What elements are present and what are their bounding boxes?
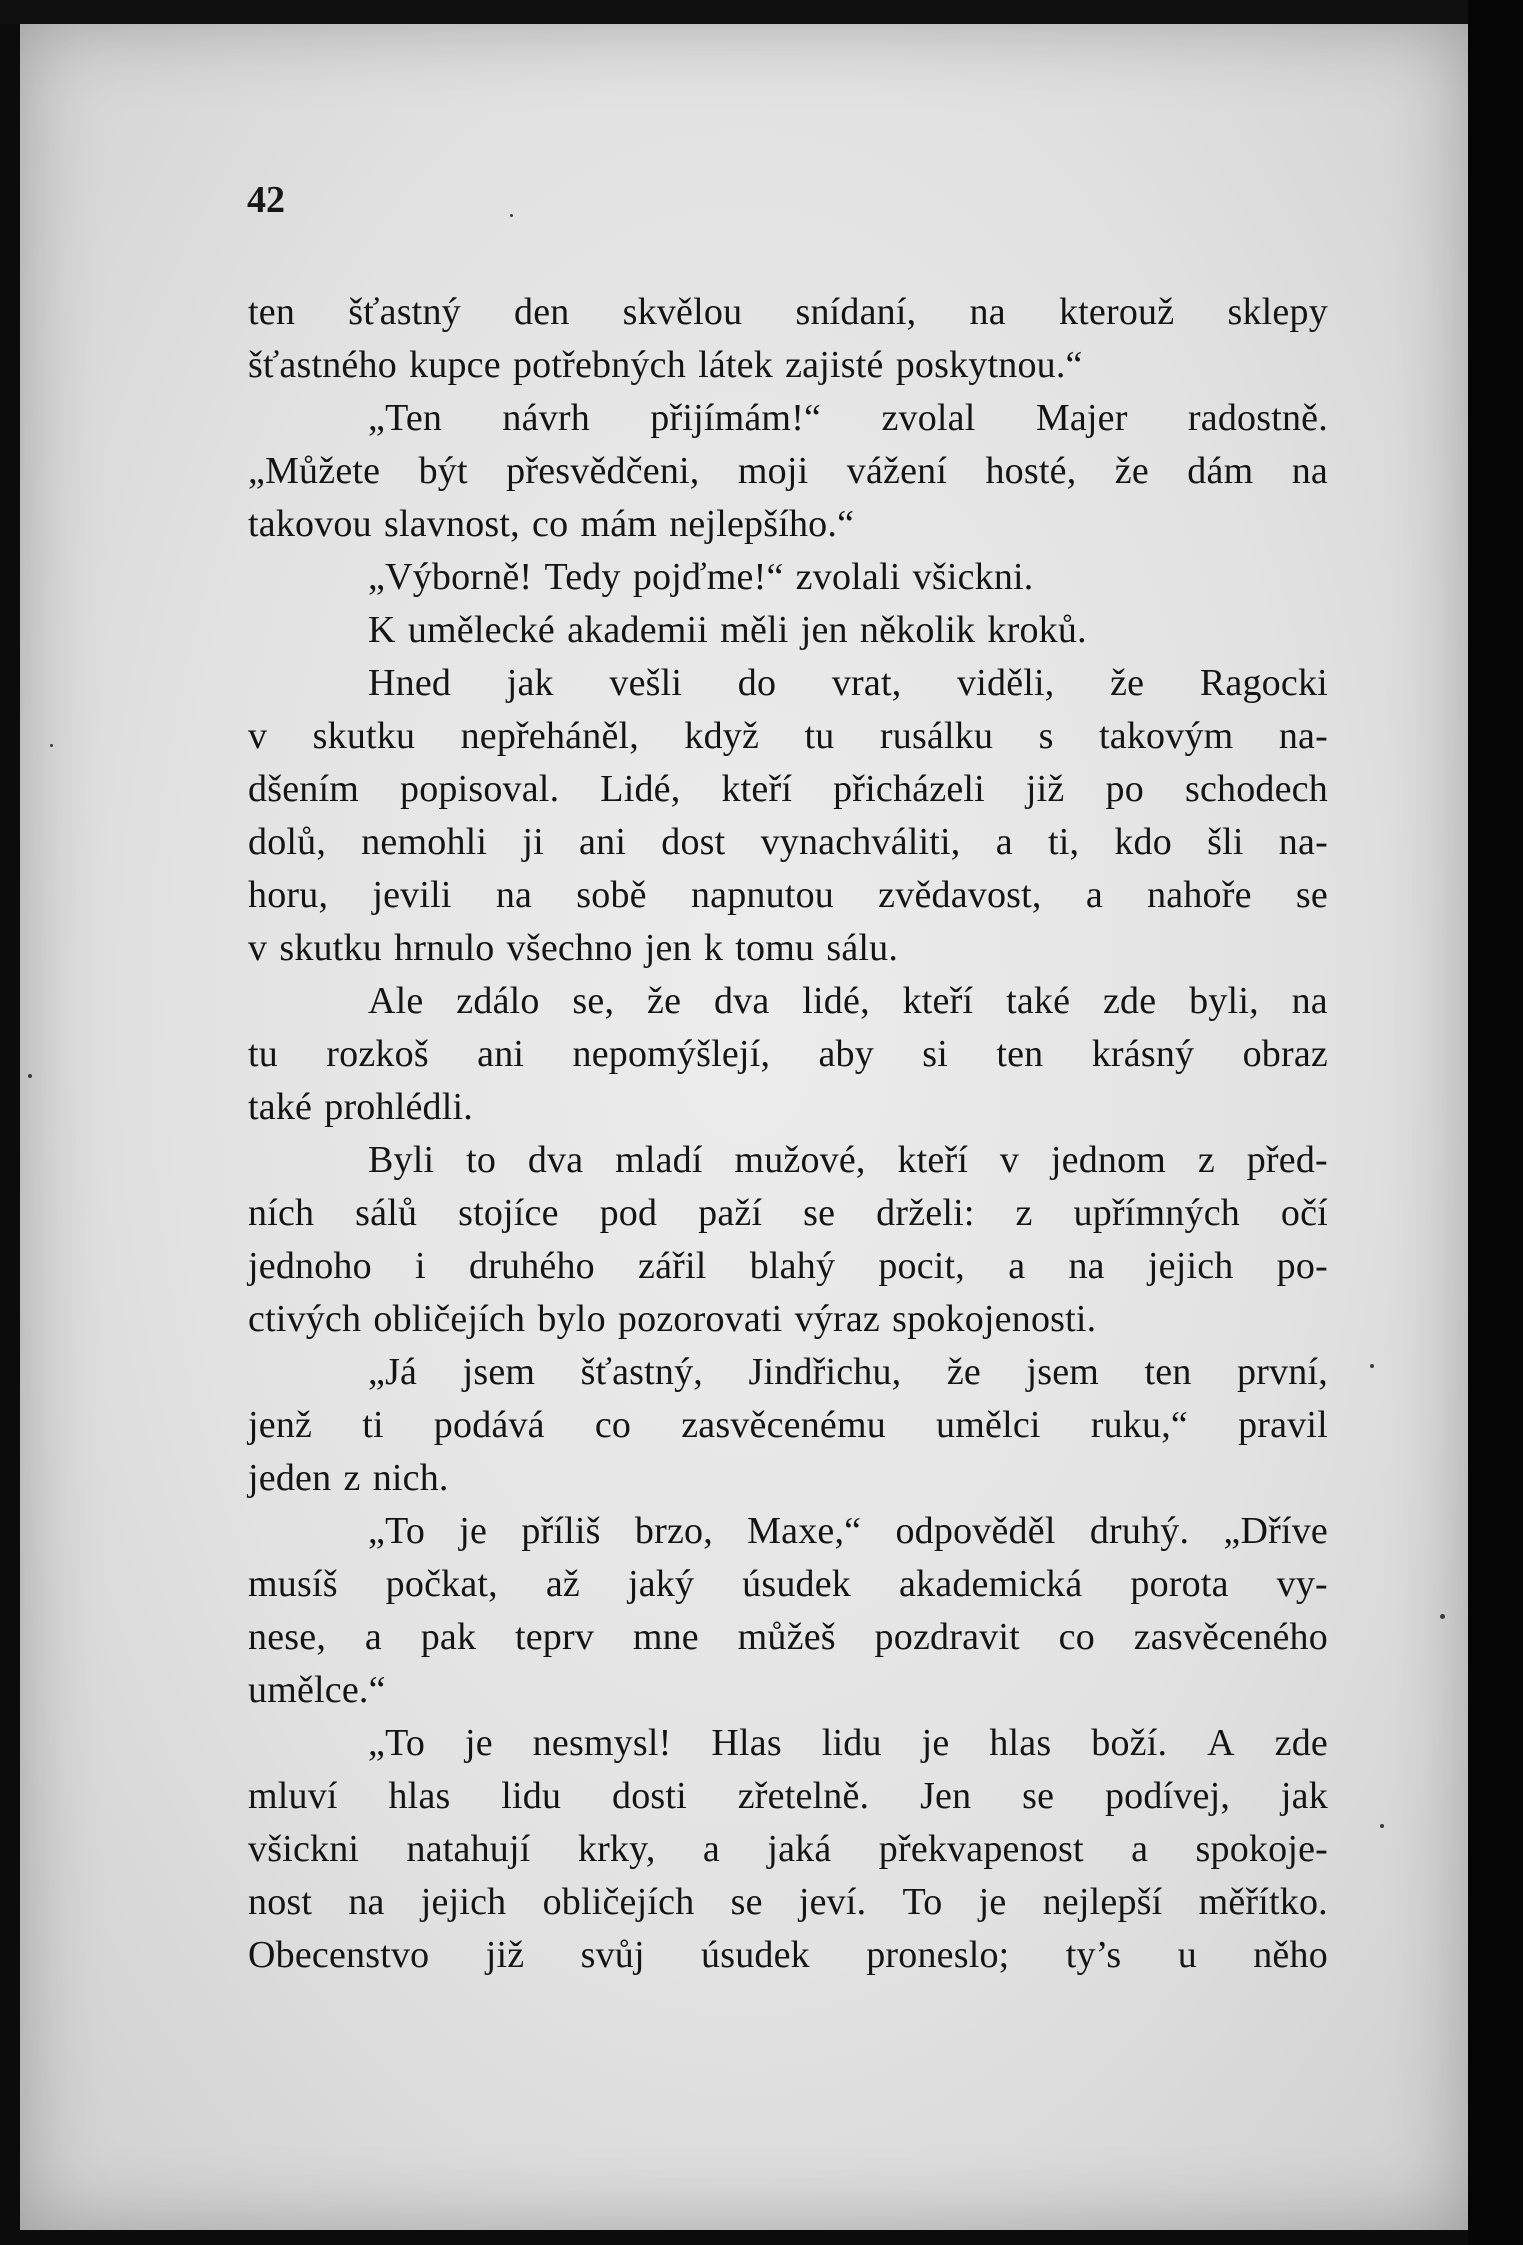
text-line — [248, 1823, 1328, 1876]
word: napnutou — [690, 874, 834, 916]
word: lidu — [501, 1775, 562, 1817]
word: nesmysl! — [532, 1722, 672, 1764]
word: návrh — [502, 397, 590, 439]
word: hrnulo — [394, 927, 495, 969]
word: že — [1110, 662, 1145, 704]
word: všickni. — [912, 556, 1034, 598]
word: To — [902, 1881, 943, 1923]
word: že — [946, 1351, 981, 1393]
word: Majer — [1035, 397, 1128, 439]
word: umělecké — [407, 609, 555, 651]
word: je — [921, 1722, 950, 1764]
word: v — [999, 1139, 1020, 1181]
word: porota — [1130, 1563, 1229, 1605]
word: jeví. — [798, 1881, 867, 1923]
text-line — [248, 392, 1328, 445]
text-line — [248, 710, 1328, 763]
word: podává — [433, 1404, 545, 1446]
word: proneslo; — [866, 1934, 1010, 1976]
word: lidu — [821, 1722, 882, 1764]
text-line — [248, 1770, 1328, 1823]
word: všickni — [248, 1828, 360, 1870]
word: co — [1058, 1616, 1095, 1658]
word: blahý — [749, 1245, 836, 1287]
word: vrat, — [831, 662, 902, 704]
word: ti — [362, 1404, 384, 1446]
word: popisoval. — [400, 768, 560, 810]
word: nepřeháněl, — [460, 715, 639, 757]
text-line — [248, 1187, 1328, 1240]
text-line — [248, 551, 1328, 604]
word: úsudek — [701, 1934, 810, 1976]
word: do — [737, 662, 777, 704]
word: druhý. — [1089, 1510, 1190, 1552]
word: dva — [713, 980, 770, 1022]
word: jen — [644, 927, 692, 969]
scan-speck — [1380, 1824, 1384, 1828]
word: poskytnou.“ — [895, 344, 1083, 386]
word: mladí — [615, 1139, 703, 1181]
word: mám — [580, 503, 658, 545]
word: teprv — [514, 1616, 595, 1658]
word: kteří — [897, 1139, 969, 1181]
word: i — [415, 1245, 426, 1287]
word: zasvěceného — [1133, 1616, 1328, 1658]
word: po — [1105, 768, 1144, 810]
word: nejlepší — [1042, 1881, 1163, 1923]
word: Tedy — [544, 556, 621, 598]
word: všechno — [506, 927, 633, 969]
word: horu, — [248, 874, 329, 916]
word: dolů, — [248, 821, 327, 863]
text-line — [248, 763, 1328, 816]
word: kdo — [1114, 821, 1172, 863]
word: první, — [1237, 1351, 1328, 1393]
word: úsudek — [742, 1563, 852, 1605]
word: z — [1015, 1192, 1033, 1234]
page-number: 42 — [247, 179, 285, 221]
word: je — [978, 1881, 1007, 1923]
word: se, — [572, 980, 615, 1022]
word: „Ten — [368, 397, 443, 439]
text-line — [248, 1929, 1328, 1982]
word: mluví — [248, 1775, 338, 1817]
word: vynachváliti, — [760, 821, 961, 863]
word: obličejích — [542, 1881, 695, 1923]
word: jejich — [1147, 1245, 1234, 1287]
word: přijímám!“ — [650, 397, 822, 439]
word: potřebných — [512, 344, 686, 386]
word: tu — [248, 1033, 278, 1075]
word: jednoho — [248, 1245, 372, 1287]
word: Hlas — [711, 1722, 782, 1764]
text-line — [248, 869, 1328, 922]
word: po- — [1276, 1245, 1328, 1287]
word: také — [248, 1086, 313, 1128]
word: také — [1006, 980, 1071, 1022]
word: pojďme!“ — [632, 556, 784, 598]
word: nost — [248, 1881, 313, 1923]
word: A — [1207, 1722, 1235, 1764]
word: ních — [248, 1192, 315, 1234]
word: obraz — [1242, 1033, 1328, 1075]
text-line — [248, 922, 1328, 975]
word: akademii — [567, 609, 709, 651]
text-line — [248, 1876, 1328, 1929]
word: šťastného — [248, 344, 397, 386]
text-line — [248, 1717, 1328, 1770]
word: nepomýšlejí, — [572, 1033, 771, 1075]
word: lidé, — [802, 980, 870, 1022]
word: nejlepšího.“ — [669, 503, 855, 545]
word: šli — [1207, 821, 1244, 863]
word: „To — [368, 1722, 426, 1764]
text-line — [248, 1558, 1328, 1611]
word: zde — [1102, 980, 1157, 1022]
word: dosti — [612, 1775, 687, 1817]
word: jednom — [1050, 1139, 1167, 1181]
word: den — [514, 291, 570, 333]
word: zvolal — [881, 397, 976, 439]
text-line — [248, 1399, 1328, 1452]
text-line — [248, 657, 1328, 710]
word: na — [969, 291, 1006, 333]
word: Jen — [920, 1775, 972, 1817]
word: se — [1295, 874, 1328, 916]
scan-speck — [1370, 1364, 1374, 1368]
word: můžeš — [737, 1616, 836, 1658]
word: takovou — [248, 503, 372, 545]
word: co — [532, 503, 569, 545]
text-line — [248, 1346, 1328, 1399]
word: k — [703, 927, 724, 969]
word: moji — [737, 450, 809, 492]
word: přicházeli — [833, 768, 985, 810]
word: již — [1025, 768, 1065, 810]
word: bylo — [537, 1298, 606, 1340]
word: K — [368, 609, 396, 651]
word: ti, — [1047, 821, 1080, 863]
word: výraz — [794, 1298, 880, 1340]
word: „Já — [368, 1351, 418, 1393]
word: již — [485, 1934, 525, 1976]
word: dšením — [248, 768, 359, 810]
word: dost — [661, 821, 726, 863]
word: upřímných — [1073, 1192, 1240, 1234]
word: počkat, — [385, 1563, 498, 1605]
word: a — [1008, 1245, 1026, 1287]
text-line — [248, 1664, 1328, 1717]
word: prohlédli. — [324, 1086, 473, 1128]
word: něho — [1253, 1934, 1328, 1976]
word: před- — [1246, 1139, 1328, 1181]
word: skvělou — [622, 291, 743, 333]
word: zajisté — [785, 344, 884, 386]
word: snídaní, — [795, 291, 917, 333]
word: takovým — [1099, 715, 1234, 757]
word: je — [464, 1722, 493, 1764]
word: jsem — [1026, 1351, 1100, 1393]
word: stojíce — [458, 1192, 559, 1234]
text-line — [248, 339, 1328, 392]
word: na — [1068, 1245, 1105, 1287]
word: obličejích — [373, 1298, 526, 1340]
scan-right-edge — [1468, 0, 1523, 2245]
word: hlas — [388, 1775, 451, 1817]
word: měřítko. — [1198, 1881, 1328, 1923]
word: když — [684, 715, 760, 757]
word: zdálo — [456, 980, 540, 1022]
word: Hned — [368, 662, 452, 704]
text-line — [248, 1081, 1328, 1134]
word: ten — [1144, 1351, 1192, 1393]
word: aby — [818, 1033, 874, 1075]
text-line — [248, 975, 1328, 1028]
word: ani — [579, 821, 627, 863]
text-line — [248, 604, 1328, 657]
word: v — [248, 927, 268, 969]
text-line — [248, 1611, 1328, 1664]
word: na — [348, 1881, 385, 1923]
word: hosté, — [985, 450, 1077, 492]
word: s — [1038, 715, 1054, 757]
word: přesvědčeni, — [506, 450, 700, 492]
word: ji — [522, 821, 544, 863]
word: mne — [632, 1616, 699, 1658]
word: ani — [477, 1033, 525, 1075]
word: jak — [506, 662, 554, 704]
word: pak — [420, 1616, 477, 1658]
word: jenž — [248, 1404, 313, 1446]
word: Byli — [368, 1139, 435, 1181]
word: drželi: — [876, 1192, 975, 1234]
word: z — [343, 1457, 361, 1499]
word: ctivých — [248, 1298, 362, 1340]
word: ruku,“ — [1090, 1404, 1188, 1446]
word: jevili — [372, 874, 452, 916]
word: sálu. — [826, 927, 899, 969]
text-line — [248, 1028, 1328, 1081]
word: na — [1291, 980, 1328, 1022]
body-text — [248, 286, 1328, 1982]
word: nese, — [248, 1616, 327, 1658]
word: nahoře — [1147, 874, 1252, 916]
word: jejich — [420, 1881, 507, 1923]
word: několik — [859, 609, 976, 651]
word: nemohli — [361, 821, 488, 863]
word: brzo, — [634, 1510, 713, 1552]
word: se — [803, 1192, 836, 1234]
word: se — [1022, 1775, 1055, 1817]
scan-speck — [510, 214, 513, 217]
word: až — [545, 1563, 580, 1605]
word: ten — [996, 1033, 1044, 1075]
word: vážení — [846, 450, 948, 492]
scan-top-edge — [0, 0, 1523, 24]
word: šťastný — [348, 291, 461, 333]
word: krásný — [1091, 1033, 1195, 1075]
word: že — [1114, 450, 1149, 492]
word: jaká — [767, 1828, 832, 1870]
word: Obecenstvo — [248, 1934, 430, 1976]
word: schodech — [1184, 768, 1328, 810]
word: sklepy — [1227, 291, 1328, 333]
word: slavnost, — [383, 503, 520, 545]
word: pocit, — [878, 1245, 966, 1287]
word: podívej, — [1104, 1775, 1231, 1817]
word: sobě — [576, 874, 647, 916]
word: pravil — [1238, 1404, 1328, 1446]
word: mužové, — [734, 1139, 866, 1181]
word: zvědavost, — [878, 874, 1042, 916]
word: očí — [1280, 1192, 1328, 1234]
word: paží — [698, 1192, 763, 1234]
word: a — [1085, 874, 1103, 916]
text-line — [248, 498, 1328, 551]
word: odpověděl — [895, 1510, 1056, 1552]
scan-speck — [28, 1074, 32, 1078]
word: pod — [599, 1192, 658, 1234]
word: skutku — [279, 927, 382, 969]
word: to — [466, 1139, 497, 1181]
text-line — [248, 445, 1328, 498]
word: kroků. — [987, 609, 1087, 651]
text-line — [248, 816, 1328, 869]
word: musíš — [248, 1563, 338, 1605]
text-line — [248, 286, 1328, 339]
word: a — [702, 1828, 720, 1870]
word: pozorovati — [617, 1298, 783, 1340]
word: viděli, — [957, 662, 1055, 704]
word: radostně. — [1187, 397, 1328, 439]
word: se — [730, 1881, 763, 1923]
word: pozdravit — [874, 1616, 1020, 1658]
word: umělci — [936, 1404, 1041, 1446]
word: „To — [368, 1510, 426, 1552]
word: ty’s — [1065, 1934, 1122, 1976]
word: vešli — [609, 662, 683, 704]
scan-speck — [50, 744, 53, 747]
word: „Můžete — [248, 450, 381, 492]
word: tu — [804, 715, 835, 757]
word: krky, — [577, 1828, 656, 1870]
word: svůj — [580, 1934, 645, 1976]
word: zářil — [638, 1245, 707, 1287]
word: rusálku — [879, 715, 994, 757]
word: je — [459, 1510, 488, 1552]
word: skutku — [312, 715, 416, 757]
word: měli — [720, 609, 789, 651]
word: „Výborně! — [368, 556, 533, 598]
word: zasvěcenému — [681, 1404, 886, 1446]
word: na- — [1278, 821, 1328, 863]
word: byli, — [1189, 980, 1259, 1022]
word: jsem — [462, 1351, 536, 1393]
word: a — [364, 1616, 382, 1658]
text-line — [248, 1293, 1328, 1346]
word: „Dříve — [1223, 1510, 1328, 1552]
word: že — [647, 980, 682, 1022]
word: látek — [698, 344, 773, 386]
word: spokojenosti. — [892, 1298, 1097, 1340]
word: u — [1177, 1934, 1197, 1976]
word: být — [418, 450, 468, 492]
word: sálů — [355, 1192, 418, 1234]
word: z — [1197, 1139, 1215, 1181]
text-line — [248, 1505, 1328, 1558]
word: akademická — [898, 1563, 1083, 1605]
word: Ale — [368, 980, 424, 1022]
word: Lidé, — [600, 768, 681, 810]
word: umělce.“ — [248, 1669, 386, 1711]
word: kteří — [721, 768, 793, 810]
word: jaký — [627, 1563, 695, 1605]
word: na — [495, 874, 533, 916]
text-line — [248, 1134, 1328, 1187]
word: spokoje- — [1195, 1828, 1328, 1870]
word: tomu — [735, 927, 815, 969]
text-line — [248, 1240, 1328, 1293]
word: druhého — [468, 1245, 595, 1287]
word: ten — [248, 291, 296, 333]
word: zvolali — [795, 556, 901, 598]
word: Ragocki — [1199, 662, 1328, 704]
word: jak — [1280, 1775, 1328, 1817]
scan-speck — [1440, 1614, 1445, 1619]
word: co — [594, 1404, 632, 1446]
word: v — [248, 715, 268, 757]
word: kteří — [902, 980, 974, 1022]
word: si — [922, 1033, 949, 1075]
word: boží. — [1091, 1722, 1168, 1764]
word: kterouž — [1058, 291, 1175, 333]
word: jen — [800, 609, 848, 651]
word: na- — [1278, 715, 1328, 757]
word: zřetelně. — [737, 1775, 870, 1817]
word: na — [1291, 450, 1328, 492]
word: rozkoš — [326, 1033, 429, 1075]
word: dva — [527, 1139, 584, 1181]
word: jeden — [248, 1457, 332, 1499]
word: Maxe,“ — [747, 1510, 862, 1552]
word: hlas — [989, 1722, 1052, 1764]
word: dám — [1187, 450, 1254, 492]
word: a — [995, 821, 1013, 863]
word: a — [1131, 1828, 1149, 1870]
text-line — [248, 1452, 1328, 1505]
word: nich. — [372, 1457, 449, 1499]
word: natahují — [406, 1828, 531, 1870]
word: příliš — [521, 1510, 601, 1552]
word: Jindřichu, — [748, 1351, 902, 1393]
word: kupce — [409, 344, 501, 386]
word: překvapenost — [878, 1828, 1084, 1870]
word: vy- — [1276, 1563, 1328, 1605]
word: šťastný, — [580, 1351, 703, 1393]
word: zde — [1274, 1722, 1328, 1764]
